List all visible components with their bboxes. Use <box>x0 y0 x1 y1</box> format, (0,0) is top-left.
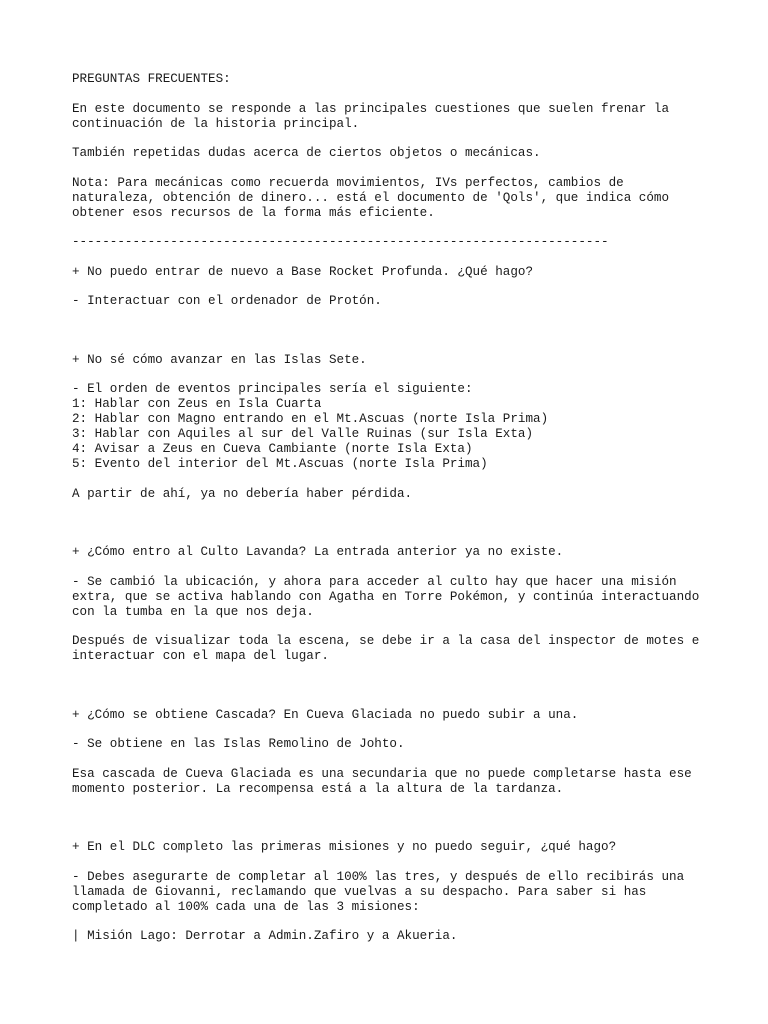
faq-item <box>72 265 722 310</box>
faq-item <box>72 840 722 944</box>
faq-answer-line: llamada de Giovanni, reclamando que vuelvas a su despacho. Para saber si has <box>72 884 647 899</box>
faq-question: + No puedo entrar de nuevo a Base Rocket Profunda. ¿Qué hago? <box>72 264 534 279</box>
note-paragraph <box>72 176 722 221</box>
faq-item <box>72 353 722 502</box>
faq-answer-line: - El orden de eventos principales sería el siguiente: <box>72 382 473 396</box>
document-heading: PREGUNTAS FRECUENTES: <box>72 72 231 86</box>
intro-paragraph-2: También repetidas dudas acerca de ciertos objetos o mecánicas. <box>72 146 541 160</box>
faq-answer-line: Esa cascada de Cueva Glaciada es una secundaria que no puede completarse hasta ese <box>72 766 692 781</box>
faq-item <box>72 545 722 664</box>
faq-step-line: 4: Avisar a Zeus en Cueva Cambiante (norte Isla Exta) <box>72 442 473 456</box>
faq-item <box>72 708 722 797</box>
intro-line: continuación de la historia principal. <box>72 116 360 131</box>
faq-answer-line: interactuar con el mapa del lugar. <box>72 649 329 663</box>
faq-answer-line: Después de visualizar toda la escena, se debe ir a la casa del inspector de motes e <box>72 634 700 648</box>
faq-answer-line: A partir de ahí, ya no debería haber pérdida. <box>72 486 413 501</box>
faq-answer-line: - Se cambió la ubicación, y ahora para acceder al culto hay que hacer una misión <box>72 574 677 589</box>
faq-question: + ¿Cómo entro al Culto Lavanda? La entrada anterior ya no existe. <box>72 545 564 559</box>
document-page <box>72 72 722 944</box>
separator-line: ----------------------------------------------------------------------- <box>72 235 609 249</box>
faq-answer-line: extra, que se activa hablando con Agatha en Torre Pokémon, y continúa interactuando <box>72 589 700 604</box>
faq-step-line: 1: Hablar con Zeus en Isla Cuarta <box>72 397 322 411</box>
faq-step-line: 5: Evento del interior del Mt.Ascuas (norte Isla Prima) <box>72 457 488 471</box>
intro-paragraph <box>72 102 722 132</box>
faq-question: + ¿Cómo se obtiene Cascada? En Cueva Glaciada no puedo subir a una. <box>72 707 579 722</box>
faq-question: + En el DLC completo las primeras misiones y no puedo seguir, ¿qué hago? <box>72 840 617 854</box>
faq-answer-line: - Interactuar con el ordenador de Protón. <box>72 294 382 308</box>
faq-answer-line: con la tumba en la que nos deja. <box>72 604 314 619</box>
faq-step-line: 3: Hablar con Aquiles al sur del Valle Ruinas (sur Isla Exta) <box>72 427 534 441</box>
faq-answer-line: - Se obtiene en las Islas Remolino de Johto. <box>72 737 405 751</box>
faq-answer-line: - Debes asegurarte de completar al 100% las tres, y después de ello recibirás una <box>72 869 685 884</box>
note-line: naturaleza, obtención de dinero... está el documento de 'Qols', que indica cómo <box>72 190 670 205</box>
faq-answer-line: completado al 100% cada una de las 3 misiones: <box>72 899 420 914</box>
faq-step-line: 2: Hablar con Magno entrando en el Mt.Ascuas (norte Isla Prima) <box>72 412 549 426</box>
note-line: Nota: Para mecánicas como recuerda movimientos, IVs perfectos, cambios de <box>72 175 624 190</box>
faq-question: + No sé cómo avanzar en las Islas Sete. <box>72 352 367 367</box>
faq-answer-line: | Misión Lago: Derrotar a Admin.Zafiro y a Akueria. <box>72 929 458 943</box>
intro-line: En este documento se responde a las principales cuestiones que suelen frenar la <box>72 101 670 116</box>
faq-answer-line: momento posterior. La recompensa está a la altura de la tardanza. <box>72 781 564 796</box>
note-line: obtener esos recursos de la forma más eficiente. <box>72 205 435 220</box>
